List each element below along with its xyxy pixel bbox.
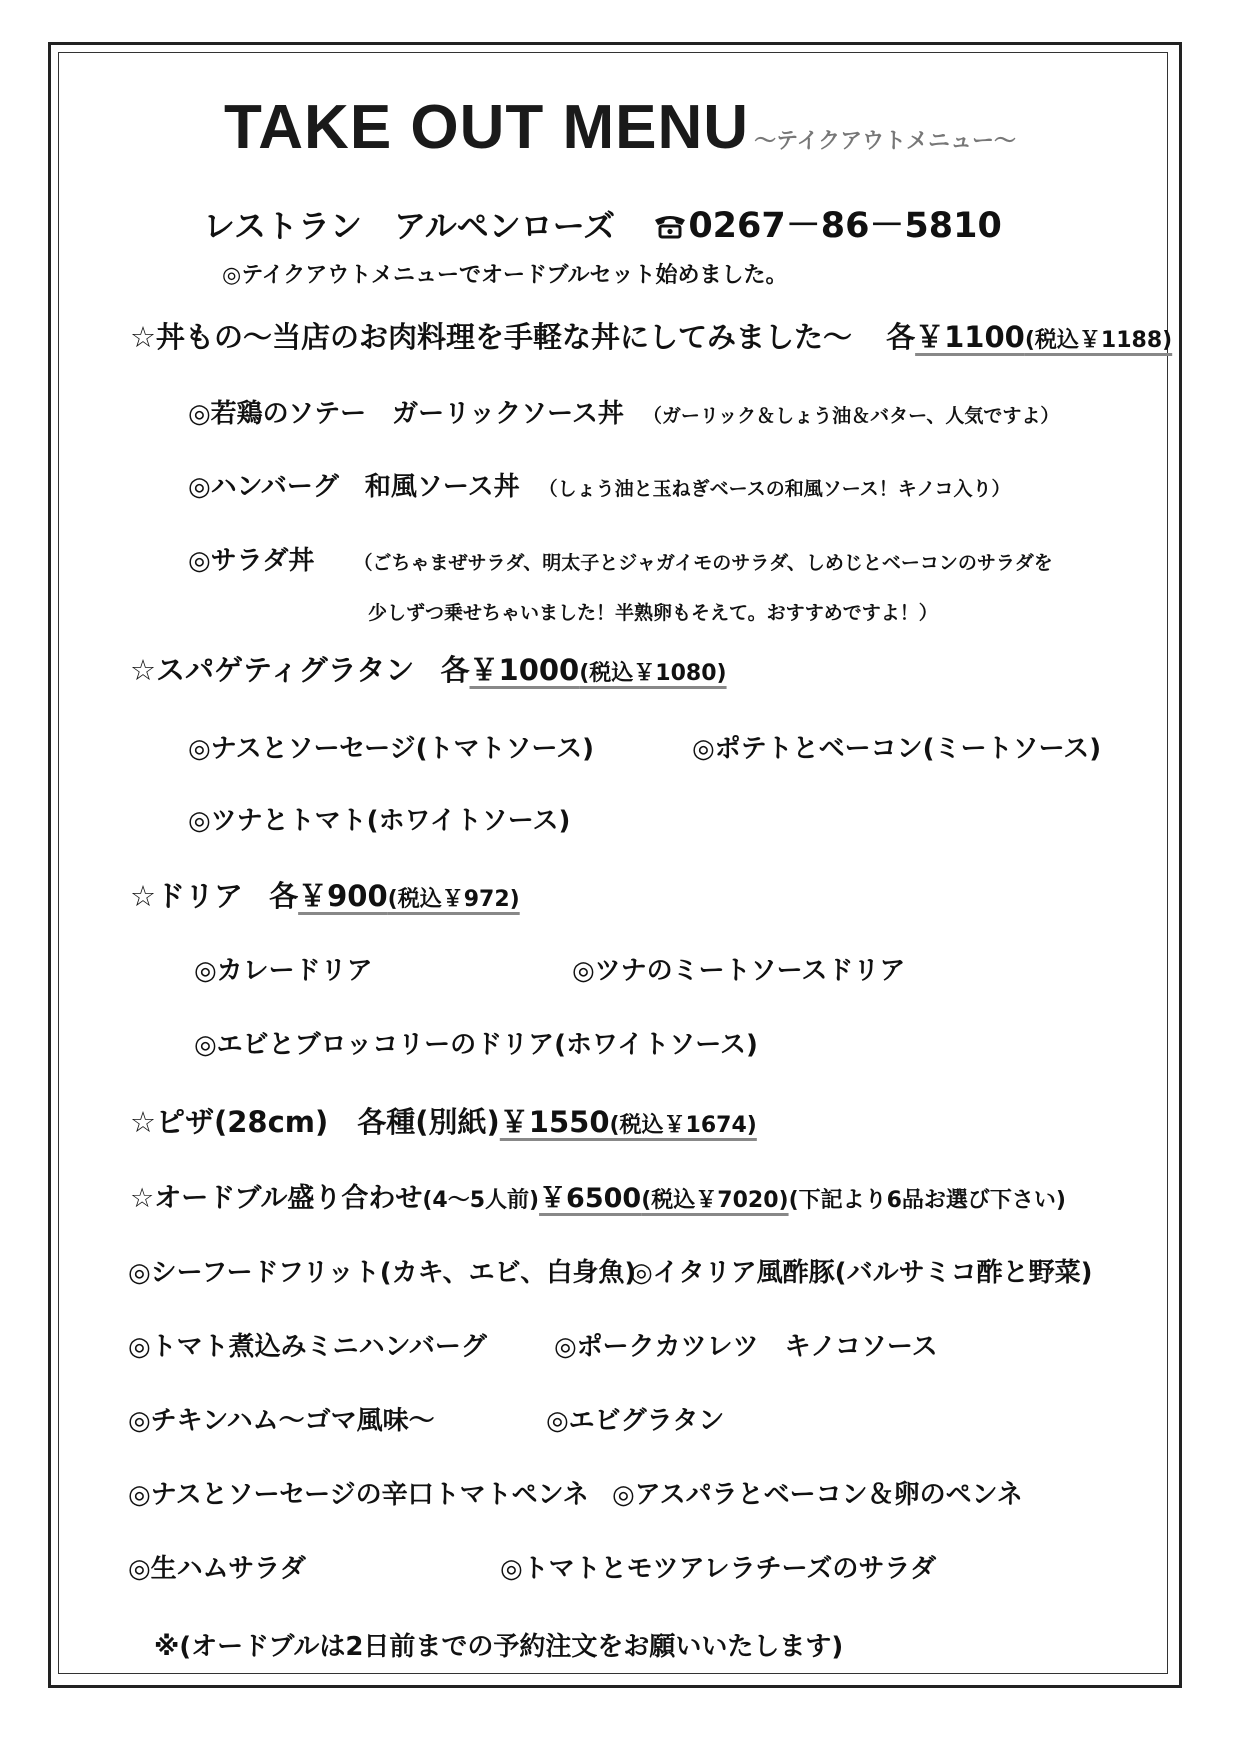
doria-price-each: 各: [269, 879, 299, 913]
restaurant-line: [203, 198, 1002, 248]
don-item-note-continued: 少しずつ乗せちゃいました！半熟卵もそえて。おすすめですよ！）: [368, 602, 938, 624]
don-item: [188, 540, 1053, 577]
don-price-tax: (税込￥1188): [1024, 328, 1173, 353]
spaghetti-price-tax: (税込￥1080): [579, 661, 727, 686]
hors-price-tax: (税込￥7020): [641, 1188, 789, 1213]
restaurant-name: レストラン アルペンローズ: [203, 207, 616, 245]
spaghetti-heading-text: ☆スパゲティグラタン: [130, 653, 415, 687]
don-item-note: （ガーリック＆しょう油＆バター、人気ですよ）: [642, 405, 1060, 427]
hors-item: ◎アスパラとベーコン＆卵のペンネ: [612, 1480, 1023, 1510]
menu-title: [0, 92, 1240, 163]
don-item-name: ◎サラダ丼: [188, 546, 315, 576]
hors-item: ◎シーフードフリット(カキ、エビ、白身魚): [128, 1258, 637, 1288]
spaghetti-item: ◎ナスとソーセージ(トマトソース): [188, 734, 595, 764]
don-price-each: 各: [886, 320, 916, 354]
hors-item: ◎ナスとソーセージの辛口トマトペンネ: [128, 1480, 589, 1510]
hors-item: ◎チキンハム～ゴマ風味～: [128, 1406, 435, 1436]
hors-item: ◎トマト煮込みミニハンバーグ: [128, 1332, 487, 1362]
hors-heading-text: ☆オードブル盛り合わせ: [130, 1183, 423, 1214]
phone-number: 0267－86－5810: [688, 206, 1002, 246]
pizza-heading-text: ☆ピザ(28cm) 各種(別紙): [130, 1105, 500, 1139]
don-item-note: （ごちゃまぜサラダ、明太子とジャガイモのサラダ、しめじとベーコンのサラダを: [353, 552, 1053, 574]
pizza-price-tax: (税込￥1674): [609, 1113, 757, 1138]
title-text: TAKE OUT MENU: [224, 93, 750, 162]
section-don-heading: [130, 315, 1172, 356]
spaghetti-item: ◎ツナとトマト(ホワイトソース): [188, 806, 571, 836]
pizza-price-group: [500, 1105, 757, 1139]
pizza-price: ￥1550: [499, 1105, 610, 1139]
doria-item: ◎カレードリア: [194, 956, 373, 986]
hors-footnote: ※(オードブルは2日前までの予約注文をお願いいたします): [154, 1632, 844, 1662]
spaghetti-price-each: 各: [440, 653, 470, 687]
doria-item: ◎ツナのミートソースドリア: [572, 956, 906, 986]
don-item: [188, 393, 1059, 430]
doria-price-group: [298, 879, 520, 913]
hors-item: ◎エビグラタン: [546, 1406, 725, 1436]
section-pizza-heading: [130, 1100, 757, 1141]
doria-heading-text: ☆ドリア: [130, 879, 243, 913]
don-heading-text: ☆丼もの～当店のお肉料理を手軽な丼にしてみました～: [130, 320, 852, 354]
don-item: [188, 466, 1010, 503]
spaghetti-price-group: [470, 653, 727, 687]
don-price: ￥1100: [915, 320, 1025, 354]
don-item-name: ◎若鶏のソテー ガーリックソース丼: [188, 399, 624, 429]
hors-price-group: [539, 1183, 789, 1214]
section-spaghetti-heading: [130, 648, 727, 689]
doria-price-tax: (税込￥972): [387, 887, 520, 912]
hors-price: ￥6500: [539, 1183, 642, 1214]
hors-item: ◎ポークカツレツ キノコソース: [554, 1332, 938, 1362]
don-price-group: [915, 320, 1172, 354]
hors-choose-note: (下記より6品お選び下さい): [788, 1188, 1066, 1213]
doria-price: ￥900: [298, 879, 388, 913]
section-hors-heading: [130, 1176, 1066, 1215]
section-doria-heading: [130, 874, 520, 915]
hors-item: ◎トマトとモツアレラチーズのサラダ: [500, 1554, 937, 1584]
hors-people: (4～5人前): [422, 1188, 540, 1213]
telephone-icon: [652, 207, 688, 245]
spaghetti-item: ◎ポテトとベーコン(ミートソース): [692, 734, 1102, 764]
hors-item: ◎イタリア風酢豚(バルサミコ酢と野菜): [630, 1258, 1093, 1288]
don-item-note: （しょう油と玉ねぎベースの和風ソース！キノコ入り）: [538, 478, 1011, 500]
title-subtitle: ～テイクアウトメニュー～: [754, 129, 1016, 154]
don-item-name: ◎ハンバーグ 和風ソース丼: [188, 472, 520, 502]
hors-item: ◎生ハムサラダ: [128, 1554, 306, 1584]
announcement: ◎テイクアウトメニューでオードブルセット始めました。: [222, 263, 788, 288]
spaghetti-price: ￥1000: [469, 653, 580, 687]
doria-item: ◎エビとブロッコリーのドリア(ホワイトソース): [194, 1030, 758, 1060]
